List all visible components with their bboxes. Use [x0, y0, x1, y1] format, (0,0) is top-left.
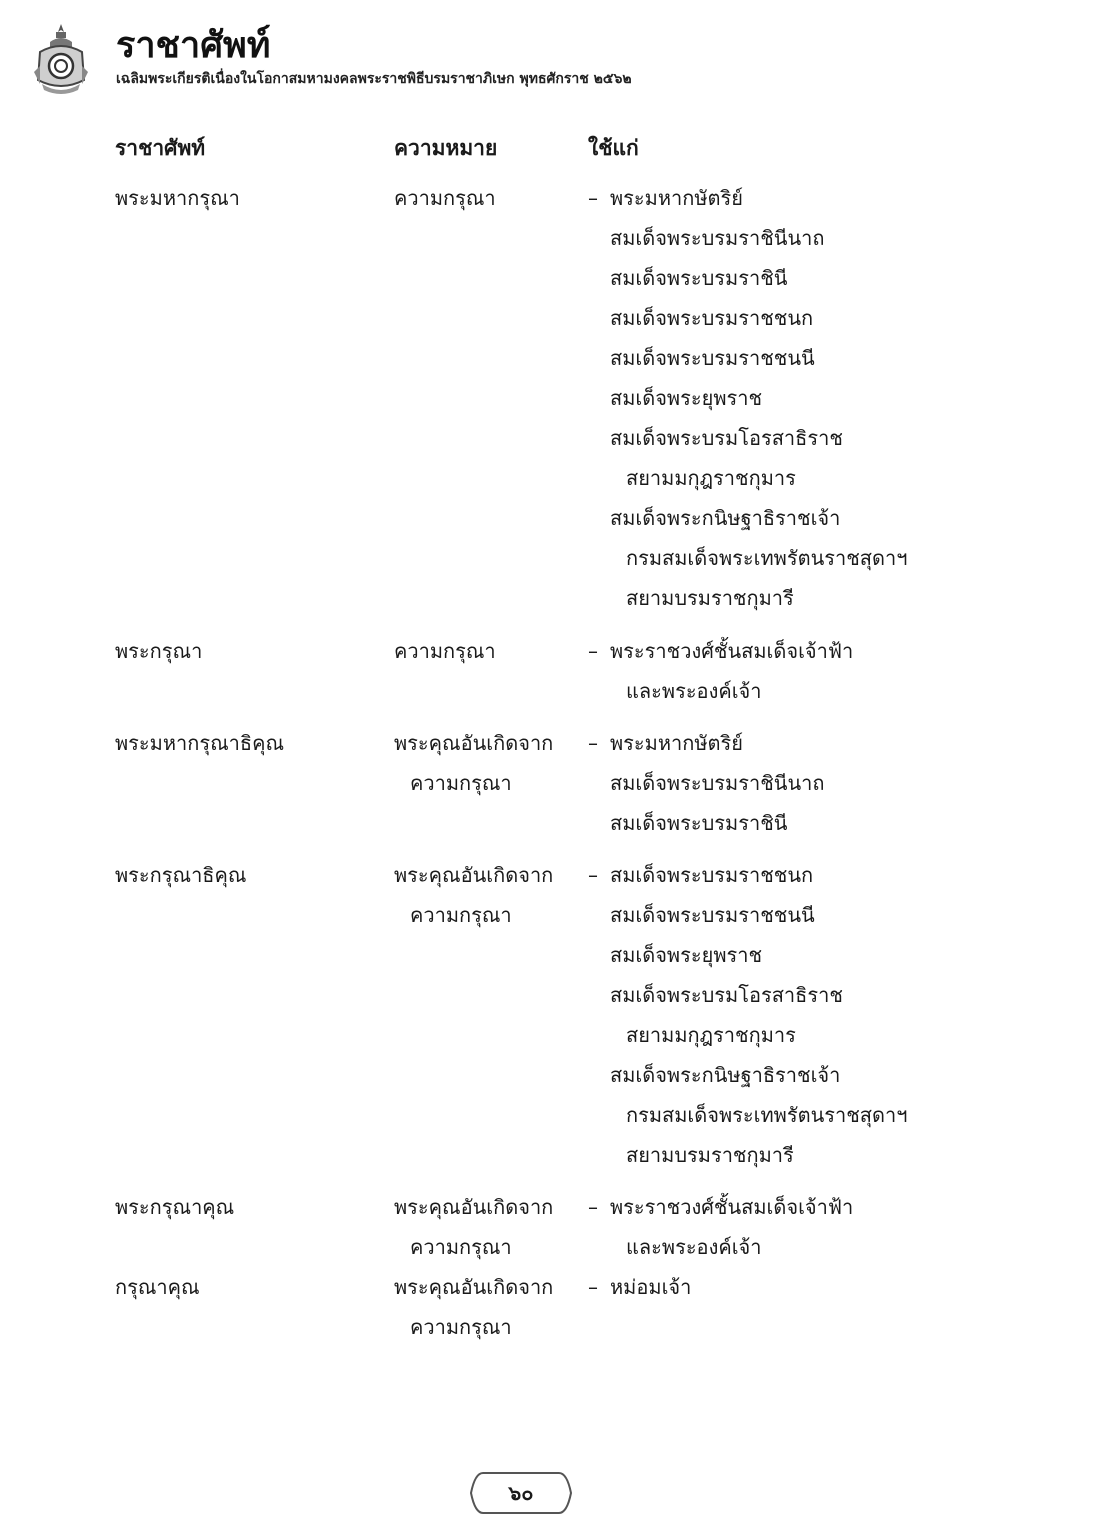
meaning-text: พระคุณอันเกิดจาก: [394, 1275, 554, 1299]
usage-item: สมเด็จพระบรมราชินี: [610, 811, 788, 835]
table-row: [115, 631, 1015, 723]
usage-item: – พระราชวงศ์ชั้นสมเด็จเจ้าฟ้า: [588, 1195, 854, 1219]
usage-item: สมเด็จพระยุพราช: [610, 386, 763, 410]
meaning-text: พระคุณอันเกิดจาก: [394, 731, 554, 755]
usage-item: สมเด็จพระบรมราชินีนาถ: [610, 226, 825, 250]
usage-item: กรมสมเด็จพระเทพรัตนราชสุดาฯ: [626, 1103, 908, 1127]
page-number-text: ๖๐: [508, 1481, 534, 1505]
usage-item: สมเด็จพระยุพราช: [610, 943, 763, 967]
meaning-text: ความกรุณา: [410, 1315, 512, 1339]
usage-item: สมเด็จพระบรมโอรสาธิราช: [610, 983, 843, 1007]
term-text: พระมหากรุณา: [115, 186, 240, 210]
usage-item: สมเด็จพระบรมราชชนนี: [610, 903, 815, 927]
usage-item: – หม่อมเจ้า: [588, 1275, 692, 1299]
table-row: [115, 1267, 1015, 1347]
meaning-text: ความกรุณา: [410, 771, 512, 795]
column-header-meaning: ความหมาย: [394, 136, 498, 160]
usage-item: สมเด็จพระกนิษฐาธิราชเจ้า: [610, 1063, 841, 1087]
meaning-text: พระคุณอันเกิดจาก: [394, 1195, 554, 1219]
term-text: พระมหากรุณาธิคุณ: [115, 731, 285, 755]
meaning-text: พระคุณอันเกิดจาก: [394, 863, 554, 887]
usage-item: – พระราชวงศ์ชั้นสมเด็จเจ้าฟ้า: [588, 639, 854, 663]
table-row: [115, 723, 1015, 855]
usage-item: และพระองค์เจ้า: [626, 1235, 762, 1259]
royal-vocabulary-table: [115, 128, 1015, 1347]
table-row: [115, 855, 1015, 1187]
term-text: พระกรุณา: [115, 639, 203, 663]
usage-item: สยามบรมราชกุมารี: [626, 586, 794, 610]
column-header-usage: ใช้แก่: [588, 136, 639, 160]
table-header-row: [115, 128, 1015, 178]
usage-item: สยามบรมราชกุมารี: [626, 1143, 794, 1167]
usage-item: – พระมหากษัตริย์: [588, 186, 744, 210]
meaning-text: ความกรุณา: [394, 186, 496, 210]
usage-item: สมเด็จพระบรมโอรสาธิราช: [610, 426, 843, 450]
usage-item: สยามมกุฎราชกุมาร: [626, 1023, 796, 1047]
meaning-text: ความกรุณา: [410, 903, 512, 927]
column-header-term: ราชาศัพท์: [115, 136, 206, 160]
table-row: [115, 178, 1015, 631]
usage-item: – พระมหากษัตริย์: [588, 731, 744, 755]
royal-emblem-icon: [30, 22, 92, 94]
page-subtitle: เฉลิมพระเกียรติเนื่องในโอกาสมหามงคลพระราชพิธีบรมราชาภิเษก พุทธศักราช ๒๕๖๒: [116, 71, 632, 87]
usage-item: สมเด็จพระกนิษฐาธิราชเจ้า: [610, 506, 841, 530]
term-text: กรุณาคุณ: [115, 1275, 200, 1299]
meaning-text: ความกรุณา: [394, 639, 496, 663]
usage-item: สยามมกุฎราชกุมาร: [626, 466, 796, 490]
usage-item: สมเด็จพระบรมราชชนก: [610, 306, 814, 330]
table-row: [115, 1187, 1015, 1267]
page-header: [28, 22, 1068, 102]
term-text: พระกรุณาคุณ: [115, 1195, 235, 1219]
term-text: พระกรุณาธิคุณ: [115, 863, 247, 887]
page-title: ราชาศัพท์: [116, 25, 271, 66]
usage-item: และพระองค์เจ้า: [626, 679, 762, 703]
usage-item: สมเด็จพระบรมราชชนนี: [610, 346, 815, 370]
page-number: [469, 1471, 573, 1515]
usage-item: สมเด็จพระบรมราชินี: [610, 266, 788, 290]
usage-item: กรมสมเด็จพระเทพรัตนราชสุดาฯ: [626, 546, 908, 570]
usage-item: สมเด็จพระบรมราชินีนาถ: [610, 771, 825, 795]
meaning-text: ความกรุณา: [410, 1235, 512, 1259]
usage-item: – สมเด็จพระบรมราชชนก: [588, 863, 814, 887]
